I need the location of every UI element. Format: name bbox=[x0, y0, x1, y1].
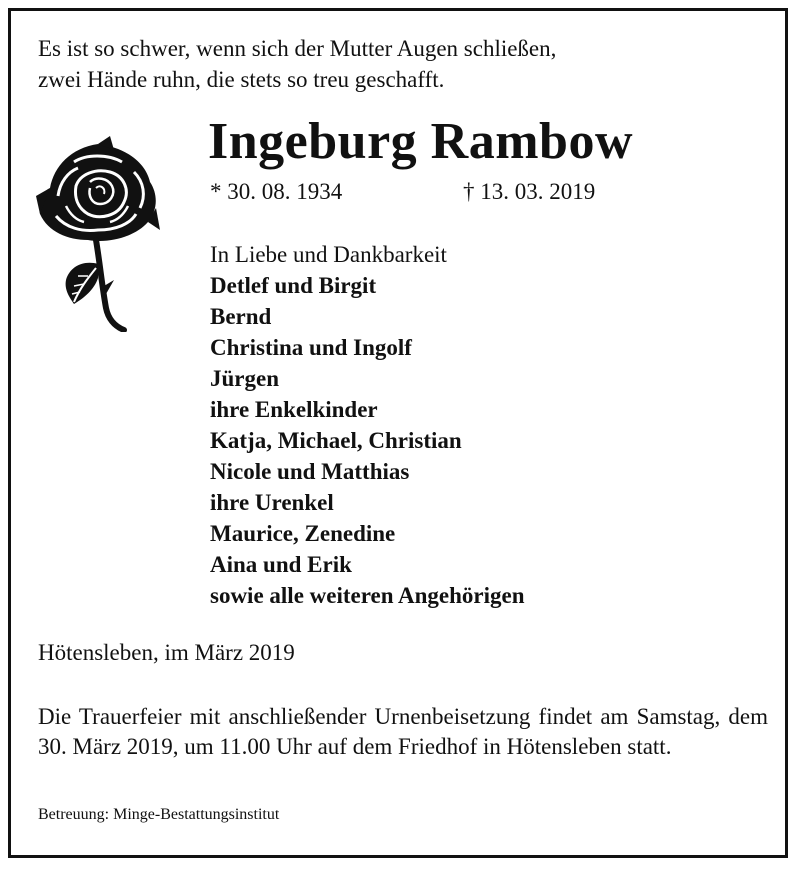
mourner-name: Christina und Ingolf bbox=[210, 335, 412, 360]
place-date: Hötensleben, im März 2019 bbox=[38, 640, 295, 665]
mourner-name: ihre Enkelkinder bbox=[210, 397, 378, 422]
mourner-name: sowie alle weiteren Angehörigen bbox=[210, 583, 525, 608]
mourners-list bbox=[210, 239, 525, 611]
poem bbox=[38, 33, 556, 95]
deceased-name: Ingeburg Rambow bbox=[208, 113, 633, 170]
mourner-name: Detlef und Birgit bbox=[210, 273, 377, 298]
rose-icon bbox=[36, 136, 160, 332]
poem-line: Es ist so schwer, wenn sich der Mutter Augen schließen, bbox=[38, 36, 557, 61]
birth-date: * 30. 08. 1934 bbox=[210, 179, 343, 204]
mourner-name: Katja, Michael, Christian bbox=[210, 428, 462, 453]
mourner-name: Maurice, Zenedine bbox=[210, 521, 396, 546]
mourner-name: Aina und Erik bbox=[210, 552, 352, 577]
poem-line: zwei Hände ruhn, die stets so treu geschafft. bbox=[38, 67, 445, 92]
mourner-name: Bernd bbox=[210, 304, 272, 329]
ceremony-text: Die Trauerfeier mit anschließender Urnenbeisetzung findet am Samstag, dem 30. März 2019, um 11.00 Uhr auf dem Friedhof in Hötensleben statt. bbox=[38, 704, 768, 759]
mourner-name: Nicole und Matthias bbox=[210, 459, 410, 484]
mourner-name: ihre Urenkel bbox=[210, 490, 334, 515]
mourner-name: Jürgen bbox=[210, 366, 279, 391]
death-date: † 13. 03. 2019 bbox=[463, 179, 596, 204]
undertaker-credit: Betreuung: Minge-Bestattungsinstitut bbox=[38, 806, 280, 823]
mourners-intro: In Liebe und Dankbarkeit bbox=[210, 242, 447, 267]
